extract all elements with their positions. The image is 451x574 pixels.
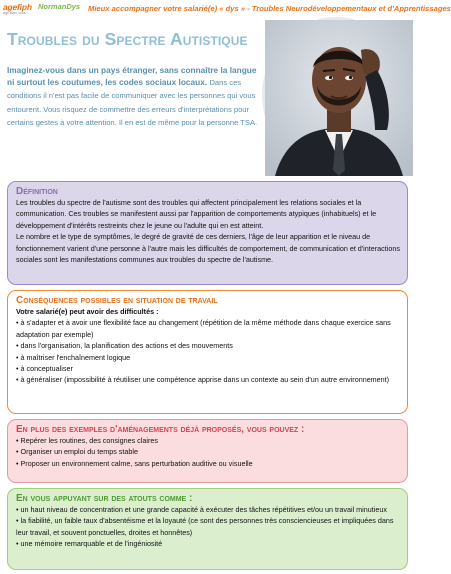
atouts-list (16, 504, 400, 550)
list-item: • un haut niveau de concentration et une grande capacité à exécuter des tâches répétitives et/ou un travail minutieux (16, 505, 387, 514)
atouts-box (7, 488, 408, 570)
definition-text (16, 197, 400, 265)
consequences-list (16, 306, 400, 386)
consequences-lead: Votre salarié(e) peut avoir des difficultés : (16, 307, 159, 316)
atouts-title: En vous appuyant sur des atouts comme : (16, 493, 193, 504)
list-item: • à généraliser (impossibilité à réutiliser une compétence apprise dans un contexte au sein d'un autre environnement) (16, 375, 390, 385)
list-item: • la fiabilité, un faible taux d'absentéisme et la loyauté (ce sont des personnes très consciencieuses et impliquées dans leur travail, et souvent ponctuelles, droites et honnêtes) (16, 516, 394, 537)
list-item: • Repérer les routines, des consignes claires (16, 436, 158, 445)
intro-rest: Dans ces conditions il n'est pas facile de communiquer avec les personnes qui vous entourent. Vous risquez de commettre des erreurs d'interprétations pour certains gestes à votre attention. Il en est de même pour la personne TSA. (7, 78, 258, 127)
consequences-box (7, 290, 408, 414)
list-item: • Organiser un emploi du temps stable (16, 447, 138, 457)
portrait-photo (262, 17, 410, 173)
intro-bold: Imaginez-vous dans un pays étranger, sans connaître la langue ni surtout les coutumes, les codes sociaux locaux. (7, 65, 257, 88)
definition-box (7, 181, 408, 285)
list-item: • à conceptualiser (16, 364, 73, 374)
list-item: • à s'adapter et à avoir une flexibilité face au changement (répétition de la même méthode dans chaque exercice sans adaptation par exemple) (16, 318, 391, 339)
normandys-logo: NormanDys (38, 2, 81, 11)
amenagements-box (7, 419, 408, 483)
agefiph-logo-tagline: agir avec vous (3, 11, 26, 15)
list-item: • à maîtriser l'enchaînement logique (16, 352, 131, 362)
header-title: Mieux accompagner votre salarié(e) « dys » - Troubles Neurodéveloppementaux et d'Apprentissages (88, 4, 451, 13)
thinking-man-image (265, 20, 413, 176)
amenagements-list (16, 435, 400, 469)
definition-paragraph-2: Le nombre et le type de symptômes, le degré de gravité de ces derniers, l'âge de leur apparition et le niveau de fonctionnement varient d'une personne à l'autre mais les difficultés de comportement, de communication et d'interactions sociales sont les manifestations communes aux troubles du spectre de l'autisme. (16, 232, 400, 265)
list-item: • Proposer un environnement calme, sans perturbation auditive ou visuelle (16, 458, 253, 468)
amenagements-title: En plus des exemples d'aménagements déjà proposés, vous pouvez : (16, 424, 305, 435)
page-header (0, 0, 451, 18)
page-title: Troubles du Spectre Autistique (7, 29, 248, 49)
intro-text (7, 64, 261, 129)
agefiph-logo: agefiph (3, 2, 32, 12)
consequences-title: Conséquences possibles en situation de travail (16, 295, 218, 306)
definition-paragraph-1: Les troubles du spectre de l'autisme sont des troubles qui affectent principalement les relations sociales et la communication. Ces troubles se manifestent aussi par l'apparition de comportements atypiques (inhabituels) et le développement d'intérêts restreints chez le jeune ou l'adulte qui en est atteint. (16, 198, 377, 230)
definition-title: Définition (16, 186, 58, 197)
list-item: • une mémoire remarquable et de l'ingéniosité (16, 539, 163, 549)
list-item: • dans l'organisation, la planification des actions et des mouvements (16, 341, 233, 351)
